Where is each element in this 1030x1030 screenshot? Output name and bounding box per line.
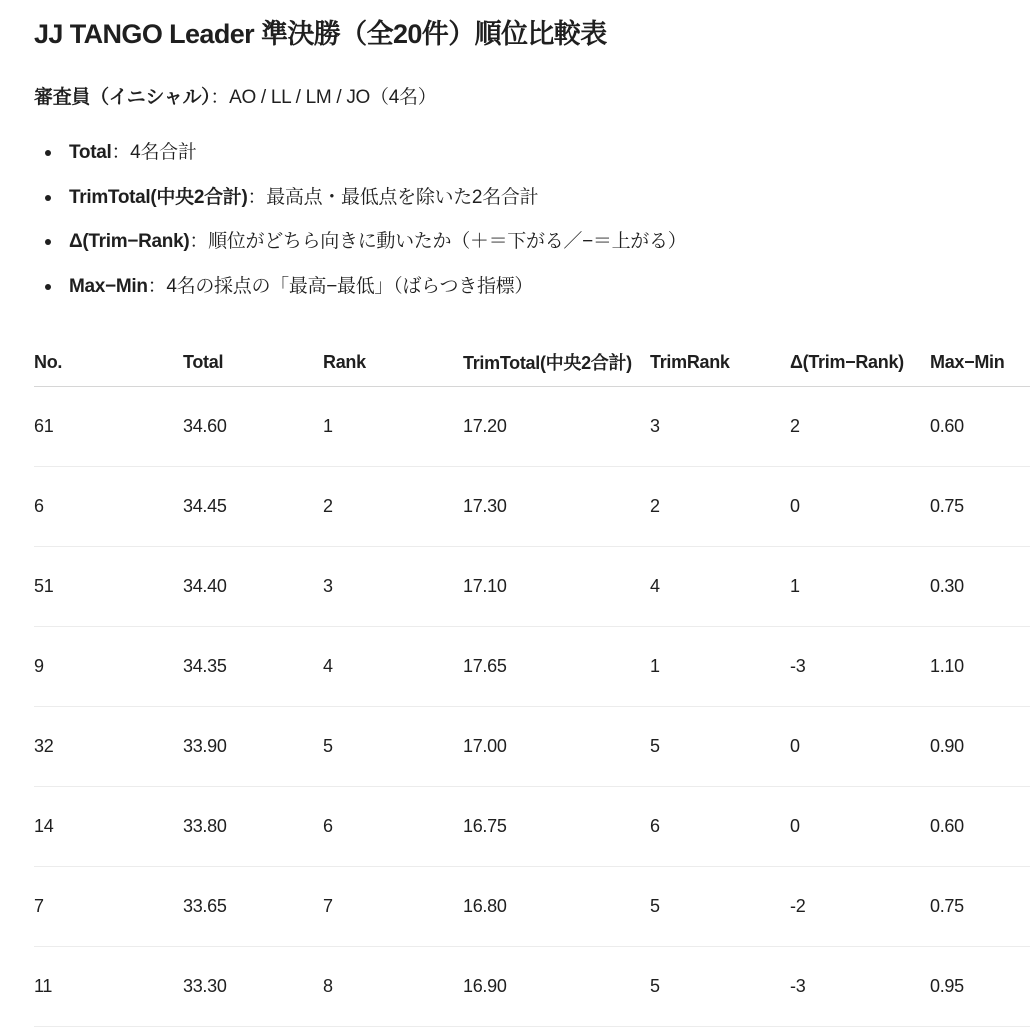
cell-rank: 8 — [323, 947, 463, 1027]
cell-total: 33.65 — [183, 867, 323, 947]
definition-term: Δ(Trim−Rank) — [69, 231, 190, 252]
cell-rank: 7 — [323, 867, 463, 947]
cell-delta: 1 — [790, 547, 930, 627]
cell-trimtotal: 17.30 — [463, 467, 650, 547]
column-header-trimtotal: TrimTotal(中央2合計) — [463, 338, 650, 387]
cell-no: 6 — [34, 467, 183, 547]
cell-trimrank: 3 — [650, 387, 790, 467]
cell-rank: 1 — [323, 387, 463, 467]
cell-maxmin: 0.60 — [930, 787, 1030, 867]
cell-no: 51 — [34, 547, 183, 627]
definition-term: TrimTotal(中央2合計) — [69, 186, 248, 208]
table-row — [34, 787, 1030, 867]
definition-item-total — [34, 136, 686, 181]
cell-rank: 5 — [323, 707, 463, 787]
cell-maxmin: 0.95 — [930, 947, 1030, 1027]
table-row — [34, 547, 1030, 627]
cell-trimrank: 4 — [650, 547, 790, 627]
bullet-icon — [45, 150, 51, 156]
cell-total: 34.60 — [183, 387, 323, 467]
cell-trimrank: 5 — [650, 947, 790, 1027]
cell-trimtotal: 17.65 — [463, 627, 650, 707]
cell-maxmin: 0.75 — [930, 467, 1030, 547]
definition-term: Total — [69, 142, 112, 163]
cell-rank: 3 — [323, 547, 463, 627]
cell-trimtotal: 17.00 — [463, 707, 650, 787]
bullet-icon — [45, 239, 51, 245]
cell-trimrank: 6 — [650, 787, 790, 867]
cell-delta: -2 — [790, 867, 930, 947]
table-row — [34, 387, 1030, 467]
cell-total: 34.40 — [183, 547, 323, 627]
cell-rank: 6 — [323, 787, 463, 867]
cell-trimtotal: 16.75 — [463, 787, 650, 867]
column-header-trimrank: TrimRank — [650, 338, 790, 387]
definition-item-maxmin — [34, 270, 686, 315]
cell-no: 11 — [34, 947, 183, 1027]
definition-desc: ：4名の採点の「最高−最低」（ばらつき指標） — [147, 275, 534, 297]
definition-item-trimtotal — [34, 181, 686, 226]
cell-maxmin: 0.30 — [930, 547, 1030, 627]
cell-rank: 2 — [323, 467, 463, 547]
cell-total: 34.35 — [183, 627, 323, 707]
definition-term: Max−Min — [69, 275, 148, 297]
cell-maxmin: 0.75 — [930, 867, 1030, 947]
cell-maxmin: 0.60 — [930, 387, 1030, 467]
cell-maxmin: 1.10 — [930, 627, 1030, 707]
cell-trimtotal: 16.80 — [463, 867, 650, 947]
cell-no: 32 — [34, 707, 183, 787]
cell-trimrank: 5 — [650, 867, 790, 947]
cell-no: 61 — [34, 387, 183, 467]
cell-trimrank: 1 — [650, 627, 790, 707]
cell-trimtotal: 16.90 — [463, 947, 650, 1027]
table-row — [34, 947, 1030, 1027]
results-table — [34, 338, 1030, 1027]
definition-list — [34, 136, 686, 314]
column-header-total: Total — [183, 338, 323, 387]
cell-total: 33.30 — [183, 947, 323, 1027]
cell-delta: 0 — [790, 467, 930, 547]
cell-delta: 0 — [790, 787, 930, 867]
judges-value: ：AO / LL / LM / JO（4名） — [210, 87, 437, 108]
cell-trimrank: 2 — [650, 467, 790, 547]
table-row — [34, 867, 1030, 947]
cell-trimtotal: 17.10 — [463, 547, 650, 627]
cell-total: 33.90 — [183, 707, 323, 787]
cell-rank: 4 — [323, 627, 463, 707]
cell-delta: 0 — [790, 707, 930, 787]
cell-maxmin: 0.90 — [930, 707, 1030, 787]
column-header-rank: Rank — [323, 338, 463, 387]
table-header-row — [34, 338, 1030, 387]
judges-line — [34, 82, 436, 114]
bullet-icon — [45, 195, 51, 201]
cell-total: 34.45 — [183, 467, 323, 547]
cell-no: 7 — [34, 867, 183, 947]
cell-delta: 2 — [790, 387, 930, 467]
table-row — [34, 627, 1030, 707]
table-row — [34, 467, 1030, 547]
page-title: JJ TANGO Leader 準決勝（全20件）順位比較表 — [34, 19, 607, 49]
cell-delta: -3 — [790, 947, 930, 1027]
table-row — [34, 707, 1030, 787]
cell-no: 9 — [34, 627, 183, 707]
cell-no: 14 — [34, 787, 183, 867]
cell-trimtotal: 17.20 — [463, 387, 650, 467]
definition-desc: ：最高点・最低点を除いた2名合計 — [247, 186, 539, 208]
column-header-no: No. — [34, 338, 183, 387]
bullet-icon — [45, 284, 51, 290]
column-header-maxmin: Max−Min — [930, 338, 1030, 387]
definition-item-delta — [34, 225, 686, 270]
cell-total: 33.80 — [183, 787, 323, 867]
cell-delta: -3 — [790, 627, 930, 707]
definition-desc: ：順位がどちら向きに動いたか（＋＝下がる／−＝上がる） — [189, 231, 687, 252]
definition-desc: ：4名合計 — [111, 142, 197, 163]
column-header-delta: Δ(Trim−Rank) — [790, 338, 930, 387]
cell-trimrank: 5 — [650, 707, 790, 787]
judges-label: 審査員（イニシャル） — [34, 87, 211, 108]
